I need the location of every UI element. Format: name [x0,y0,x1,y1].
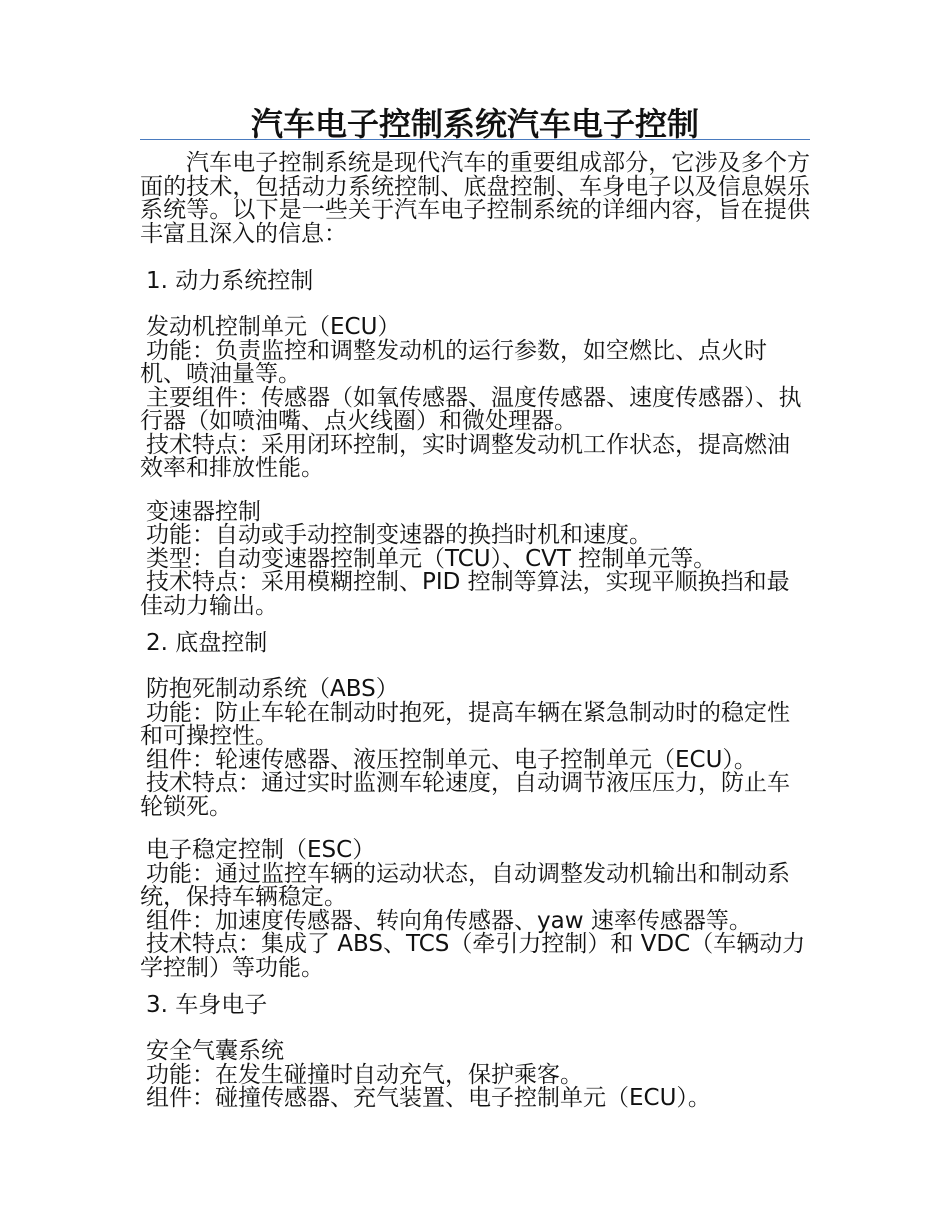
transmission-types: 类型：自动变速器控制单元（TCU）、CVT 控制单元等。 [146,545,717,572]
subsection-airbag: 安全气囊系统 [146,1038,284,1064]
ecu-components: 主要组件：传感器（如氧传感器、温度传感器、速度传感器）、执行器（如喷油嘴、点火线圈）和微处理器。 [140,384,802,434]
document-body [140,152,810,1111]
transmission-features: 技术特点：采用模糊控制、PID 控制等算法，实现平顺换挡和最佳动力输出。 [140,569,790,619]
airbag-function: 功能：在发生碰撞时自动充气，保护乘客。 [146,1061,583,1088]
subsection-ecu: 发动机控制单元（ECU） [146,314,401,340]
ecu-features: 技术特点：采用闭环控制，实时调整发动机工作状态，提高燃油效率和排放性能。 [140,431,790,481]
esc-features: 技术特点：集成了 ABS、TCS（牵引力控制）和 VDC（车辆动力学控制）等功能。 [140,931,806,981]
subsection-abs: 防抱死制动系统（ABS） [146,676,399,702]
abs-function: 功能：防止车轮在制动时抱死，提高车辆在紧急制动时的稳定性和可操控性。 [140,699,790,749]
esc-components: 组件：加速度传感器、转向角传感器、yaw 速率传感器等。 [146,907,752,934]
subsection-esc: 电子稳定控制（ESC） [146,837,376,863]
section-heading-body-electronics: 3. 车身电子 [146,992,268,1018]
esc-function: 功能：通过监控车辆的运动状态，自动调整发动机输出和制动系统，保持车辆稳定。 [140,860,790,910]
abs-features: 技术特点：通过实时监测车轮速度，自动调节液压压力，防止车轮锁死。 [140,770,790,820]
section-heading-powertrain: 1. 动力系统控制 [146,268,314,294]
title-underline [140,139,810,140]
abs-components: 组件：轮速传感器、液压控制单元、电子控制单元（ECU）。 [146,746,757,773]
subsection-transmission: 变速器控制 [146,498,261,525]
document-title: 汽车电子控制系统汽车电子控制 [250,105,699,143]
intro-paragraph: 汽车电子控制系统是现代汽车的重要组成部分，它涉及多个方面的技术，包括动力系统控制、底盘控制、车身电子以及信息娱乐系统等。以下是一些关于汽车电子控制系统的详细内容，旨在提供丰富且深入的信息： [140,150,810,247]
airbag-components: 组件：碰撞传感器、充气装置、电子控制单元（ECU）。 [146,1085,711,1111]
transmission-function: 功能：自动或手动控制变速器的换挡时机和速度。 [146,522,652,548]
section-heading-chassis: 2. 底盘控制 [146,630,268,656]
ecu-function: 功能：负责监控和调整发动机的运行参数，如空燃比、点火时机、喷油量等。 [140,337,767,387]
